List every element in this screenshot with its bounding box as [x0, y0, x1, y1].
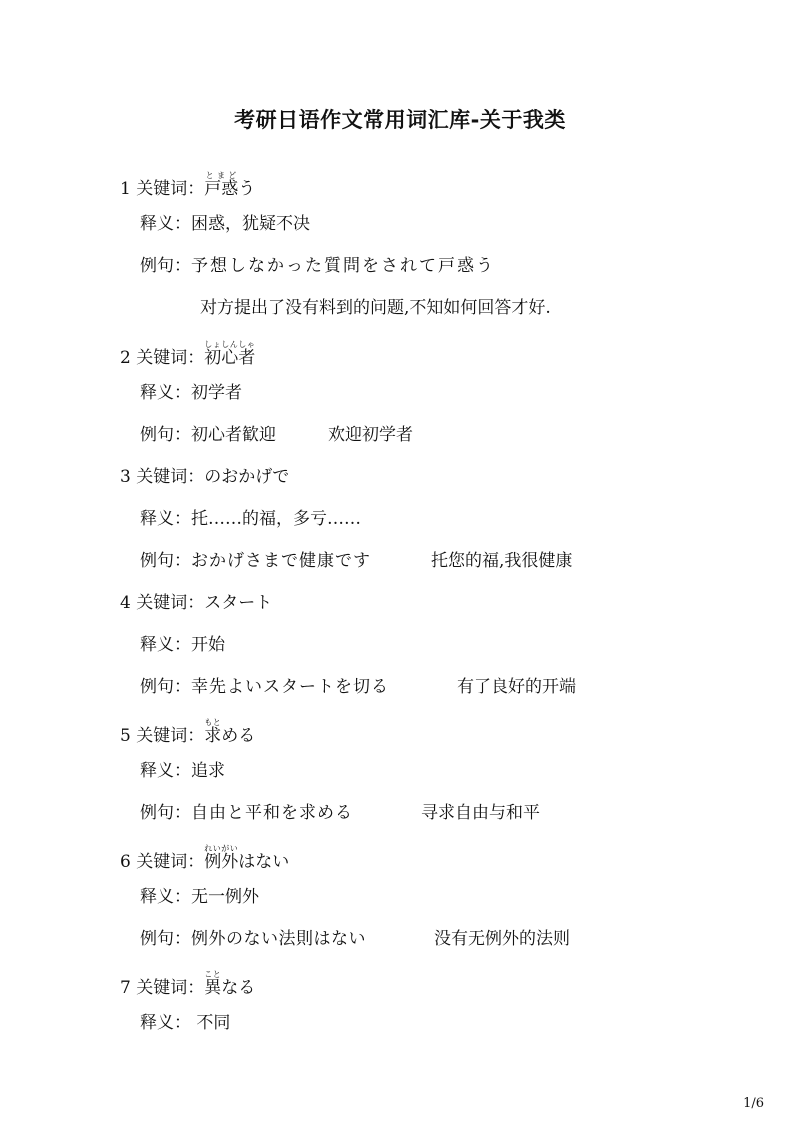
keyword-kanji: 異こと [204, 970, 222, 998]
example-japanese: 自由と平和を求める [191, 803, 353, 823]
keyword-label: 关键词： [136, 593, 205, 613]
example-label: 例句： [140, 256, 191, 276]
example-chinese: 欢迎初学者 [328, 425, 413, 445]
entry-2-meaning-line [140, 382, 242, 404]
page-number: 1/6 [743, 1096, 764, 1111]
meaning-text: 困惑，犹疑不决 [191, 214, 310, 234]
entry-7-meaning-line [140, 1012, 230, 1034]
entry-6-meaning-line [140, 886, 259, 908]
entry-3-example-line [140, 550, 572, 572]
keyword [204, 718, 256, 746]
entry-1-translation-line [200, 297, 551, 319]
keyword-label: 关键词： [136, 978, 205, 998]
meaning-text: 追求 [191, 761, 225, 781]
meaning-text: 托……的福，多亏…… [191, 509, 361, 529]
entry-number: 3 [120, 467, 131, 487]
entry-1-meaning-line [140, 213, 310, 235]
example-chinese: 寻求自由与和平 [421, 803, 540, 823]
example-label: 例句： [140, 425, 191, 445]
entry-5-example-line [140, 802, 540, 824]
furigana: とまど [204, 171, 239, 180]
entry-4-keyword-line [120, 592, 272, 614]
example-japanese: 初心者歓迎 [191, 425, 276, 445]
example-label: 例句： [140, 803, 191, 823]
keyword-label: 关键词： [136, 348, 205, 368]
furigana: もと [204, 718, 222, 727]
keyword-kanji: 求もと [204, 718, 222, 746]
keyword-label: 关键词： [136, 467, 205, 487]
furigana: れいがい [204, 844, 239, 853]
keyword-label: 关键词： [136, 179, 205, 199]
entry-4-example-line [140, 676, 576, 698]
furigana: しょしんしゃ [204, 340, 256, 349]
keyword-okurigana: める [221, 726, 256, 746]
meaning-label: 释义： [140, 635, 191, 655]
meaning-text: 初学者 [191, 383, 242, 403]
keyword-okurigana: う [238, 179, 256, 199]
entry-4-meaning-line [140, 634, 225, 656]
meaning-text: 开始 [191, 635, 225, 655]
example-label: 例句： [140, 929, 191, 949]
example-chinese: 托您的福,我很健康 [431, 551, 573, 571]
example-label: 例句： [140, 551, 191, 571]
keyword-kanji: 初心者しょしんしゃ [204, 340, 256, 368]
entry-3-meaning-line [140, 508, 361, 530]
entry-number: 5 [120, 726, 131, 746]
keyword-okurigana: はない [238, 852, 290, 872]
meaning-text: 不同 [191, 1013, 231, 1033]
furigana: こと [204, 970, 222, 979]
example-label: 例句： [140, 677, 191, 697]
page-title: 考研日语作文常用词汇库-关于我类 [234, 108, 566, 132]
entry-2-keyword-line [120, 340, 255, 369]
keyword-okurigana: なる [221, 978, 256, 998]
keyword [204, 844, 290, 872]
entry-number: 2 [120, 348, 131, 368]
keyword [204, 171, 256, 199]
entry-2-example-line [140, 424, 413, 446]
example-japanese: 幸先よいスタートを切る [191, 677, 389, 697]
entry-6-keyword-line [120, 844, 289, 873]
meaning-label: 释义： [140, 509, 191, 529]
keyword [204, 970, 256, 998]
example-japanese: 例外のない法則はない [191, 929, 366, 949]
entry-5-meaning-line [140, 760, 225, 782]
keyword: のおかげで [204, 467, 290, 487]
meaning-label: 释义： [140, 887, 191, 907]
keyword-kanji: 例外れいがい [204, 844, 239, 872]
keyword [204, 340, 256, 368]
entry-1-example-line [140, 255, 495, 277]
meaning-label: 释义： [140, 383, 191, 403]
entry-number: 7 [120, 978, 131, 998]
keyword: スタート [204, 593, 273, 613]
example-japanese: 予想しなかった質問をされて戸惑う [191, 256, 495, 276]
meaning-label: 释义： [140, 1013, 191, 1033]
example-chinese: 有了良好的开端 [457, 677, 576, 697]
entry-number: 4 [120, 593, 131, 613]
keyword-label: 关键词： [136, 852, 205, 872]
entry-number: 6 [120, 852, 131, 872]
meaning-text: 无一例外 [191, 887, 259, 907]
keyword-kanji: 戸惑とまど [204, 171, 239, 199]
example-chinese: 对方提出了没有料到的问题,不知如何回答才好. [200, 298, 551, 318]
keyword-label: 关键词： [136, 726, 205, 746]
entry-number: 1 [120, 179, 131, 199]
example-chinese: 没有无例外的法则 [434, 929, 570, 949]
entry-3-keyword-line [120, 466, 289, 488]
entry-6-example-line [140, 928, 570, 950]
entry-1-keyword-line [120, 171, 255, 200]
example-japanese: おかげさまで健康です [191, 551, 371, 571]
meaning-label: 释义： [140, 761, 191, 781]
meaning-label: 释义： [140, 214, 191, 234]
entry-7-keyword-line [120, 970, 255, 999]
entry-5-keyword-line [120, 718, 255, 747]
